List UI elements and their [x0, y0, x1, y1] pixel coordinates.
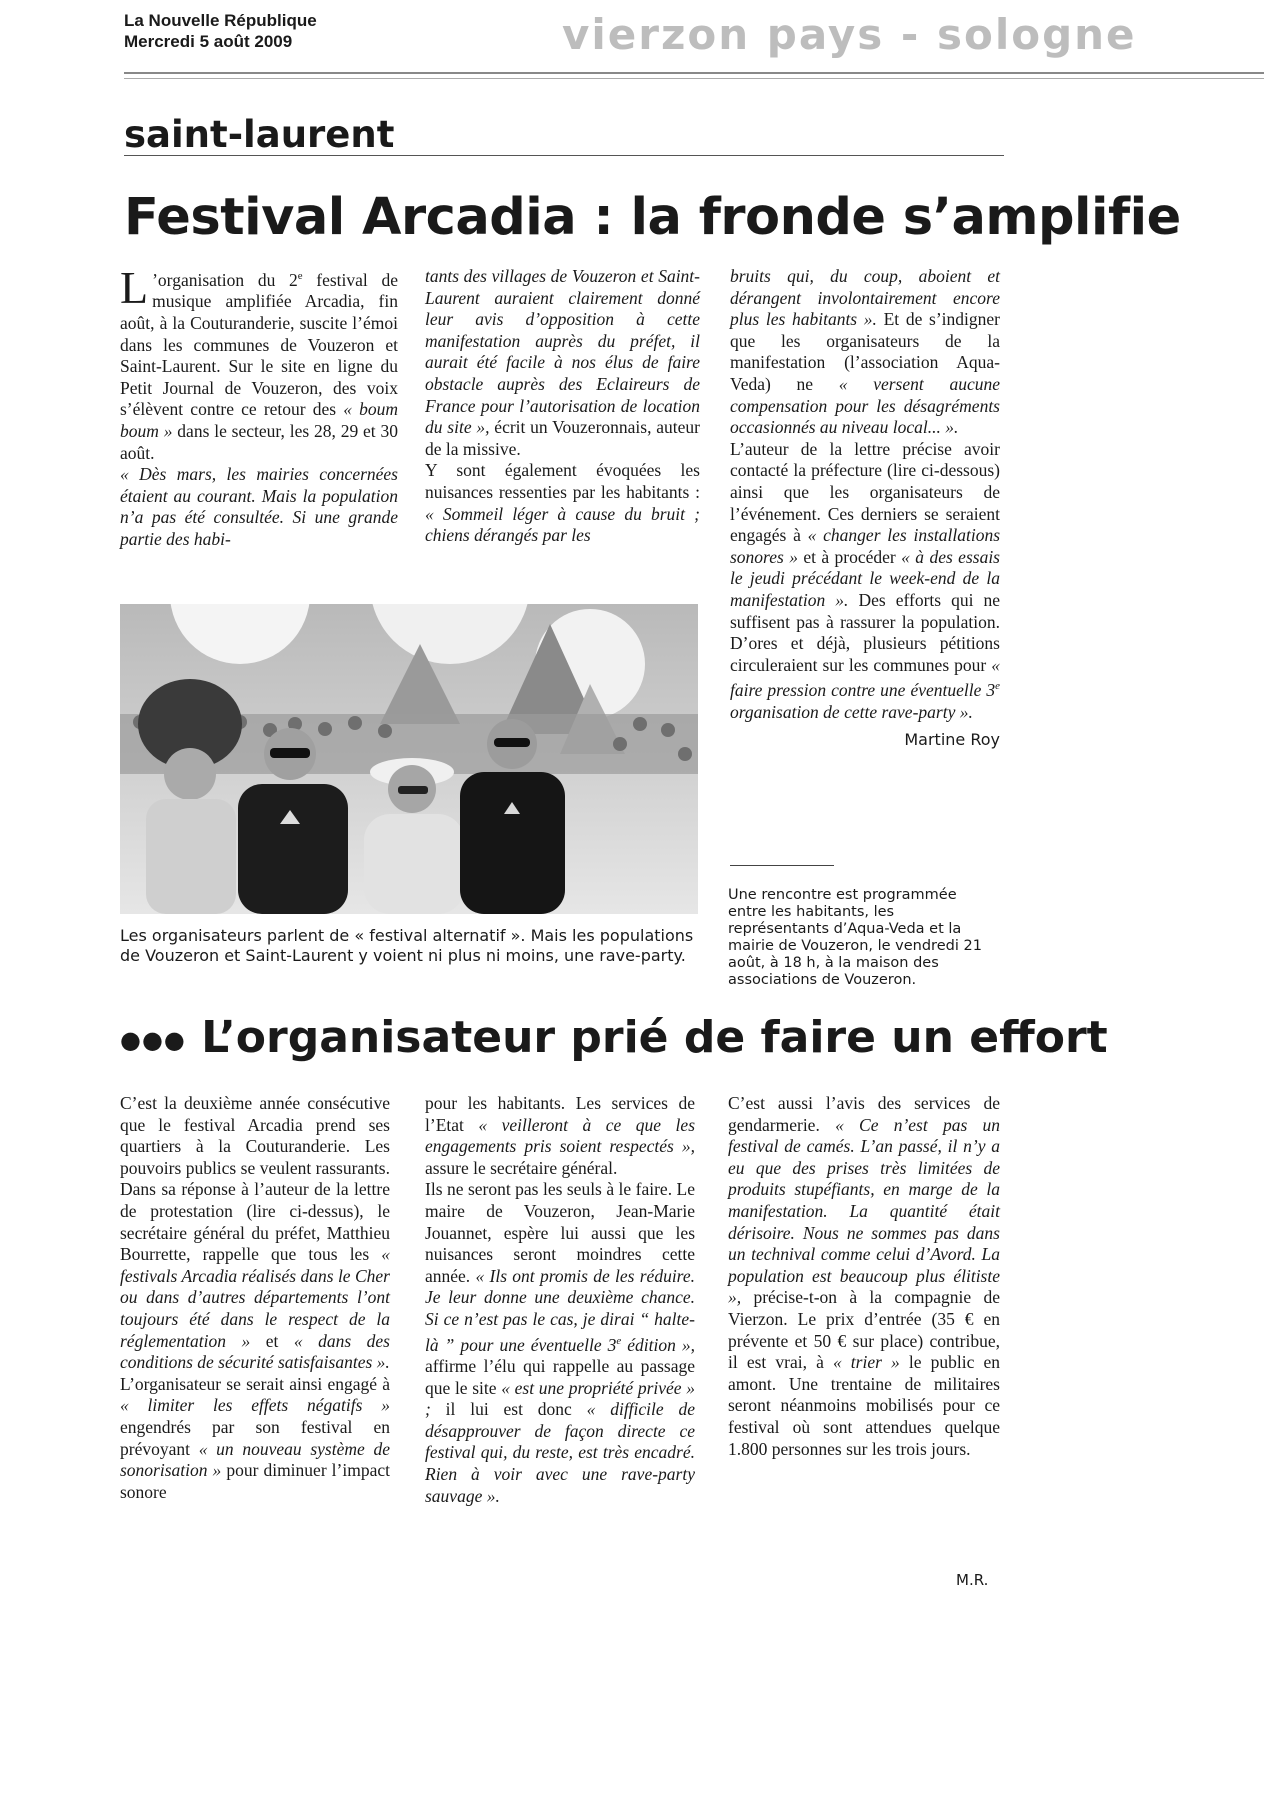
quote-text: e: [995, 680, 1000, 693]
paragraph: [120, 1093, 390, 1374]
quote-text: « difficile de désapprouver de façon directe ce festival qui, du reste, est très encadré. Rien à voir avec une rave-party sauvage ».: [425, 1399, 696, 1506]
body-text: C’est la deuxième année consécutive que le festival Arcadia prend ses quartiers à la Couturanderie. Les pouvoirs publics se veulent rassurants. Dans sa réponse à l’auteur de la lettre de protestation (lire ci-dessus), le secrétaire général du préfet, Matthieu Bourrette, rappelle que tous les: [120, 1093, 390, 1265]
drop-cap: L: [120, 262, 149, 313]
body-text: et: [250, 1330, 294, 1351]
body-text: Des efforts qui ne suffisent pas à rassurer la population. D’ores et déjà, plusieurs pétitions circuleraient sur les communes pour: [730, 589, 1001, 675]
quote-text: « Sommeil léger à cause du bruit ; chiens dérangés par les: [425, 503, 700, 546]
paragraph: [120, 1374, 390, 1504]
secondary-headline: [120, 1012, 1108, 1063]
quote-text: bruits qui, du coup, aboient et dérangent involontairement encore plus les habitants ».: [730, 266, 1000, 330]
quote-text: tants des villages de Vouzeron et Saint-Laurent auraient clairement donné leur avis d’opposition à cette manifestation auprès du préfet, il aurait été facile à nos élus de faire obstacle auprès des Eclaireurs de France pour l’autorisation de location du site »,: [425, 266, 700, 438]
quote-text: « un nouveau système de sonorisation »: [120, 1438, 390, 1481]
paragraph: [425, 1179, 695, 1507]
paragraph: [425, 1093, 695, 1179]
quote-text: organisation de cette rave-party ».: [730, 701, 973, 722]
issue-date: Mercredi 5 août 2009: [124, 32, 293, 51]
section-kicker: saint-laurent: [124, 113, 395, 156]
paper-name: La Nouvelle République: [124, 11, 317, 30]
photo-caption: Les organisateurs parlent de « festival alternatif ». Mais les populations de Vouzeron et Saint-Laurent y voient ni plus ni moins, une rave-party.: [120, 926, 694, 965]
quote-text: édition »,: [621, 1334, 695, 1355]
article2-column-1: [120, 1093, 390, 1503]
festival-photo: [120, 604, 698, 914]
body-text: Y sont également évoquées les nuisances ressenties par les habitants :: [425, 460, 700, 502]
body-text: L’organisateur se serait ainsi engagé à: [120, 1373, 390, 1394]
secondary-headline-text: L’organisateur prié de faire un effort: [201, 1012, 1108, 1063]
quote-text: « changer les installations sonores »: [730, 525, 1001, 567]
body-text: ’organisation du 2: [152, 269, 298, 290]
body-text: C’est aussi l’avis des services de gendarmerie.: [728, 1093, 1000, 1135]
body-text: engendrés par son festival en prévoyant: [120, 1416, 390, 1459]
info-sidebox: Une rencontre est programmée entre les habitants, les représentants d’Aqua-Veda et la mairie de Vouzeron, le vendredi 21 août, à 18 h, à la maison des associations de Vouzeron.: [728, 887, 982, 988]
kicker-rule: [124, 155, 1004, 156]
bullet-dots-icon: ●●●: [120, 1026, 186, 1054]
sidebox-rule: [730, 865, 834, 866]
quote-text: « boum boum »: [120, 399, 398, 441]
quote-text: « est une propriété privée » ;: [425, 1377, 695, 1420]
article1-column-1: [120, 262, 398, 551]
paragraph: [730, 439, 1000, 724]
body-text: pour diminuer l’impact sonore: [120, 1460, 390, 1502]
body-text: précise-t-on à la compagnie de Vierzon. Le prix d’entrée (35 € en prévente et 50 € sur place) contribue, il est vrai, à: [728, 1287, 1000, 1373]
photo-illustration: [120, 604, 698, 914]
quote-text: e: [616, 1334, 622, 1347]
signoff: M.R.: [956, 1571, 989, 1589]
quote-text: « festivals Arcadia réalisés dans le Cher ou dans d’autres départements l’ont toujours été dans le respect de la réglementation »: [120, 1244, 390, 1351]
body-text: e: [297, 270, 303, 282]
article1-column-2: [425, 266, 700, 547]
body-text: Et de s’indigner que les organisateurs de la manifestation (l’association Aqua-Veda) ne: [730, 309, 1001, 394]
quote-text: « limiter les effets négatifs »: [120, 1395, 390, 1416]
byline: Martine Roy: [904, 730, 1000, 750]
body-text: il lui est donc: [430, 1399, 587, 1420]
paragraph: [730, 266, 1000, 439]
body-text: et à procéder: [797, 546, 902, 567]
paragraph: [425, 460, 700, 546]
article1-column-3: [730, 266, 1000, 751]
quote-text: « versent aucune compensation pour les désagréments occasionnés au niveau local... ».: [730, 373, 1000, 438]
quote-text: « à des essais le jeudi précédant le week-end de la manifestation ».: [730, 546, 1000, 610]
quote-text: « Ce n’est pas un festival de camés. L’an passé, il n’y a eu que des prises très limitées de produits stupéfiants, en marge de la manifestation. La quantité était dérisoire. Nous ne sommes pas dans un technival comme celui d’Avord. La population est beaucoup plus élitiste »,: [728, 1114, 1000, 1308]
section-banner: vierzon pays - sologne: [562, 10, 1137, 59]
article2-column-2: [425, 1093, 695, 1507]
quote-text: « veilleront à ce que les engagements pris soient respectés »,: [425, 1114, 696, 1157]
paragraph: [728, 1093, 1000, 1460]
paragraph: [120, 262, 398, 463]
body-text: L’auteur de la lettre précise avoir contacté la préfecture (lire ci-dessous) ainsi que les organisateurs de l’événement. Ces derniers se seraient engagés à: [730, 438, 1000, 546]
paragraph: [425, 266, 700, 460]
body-text: affirme l’élu qui rappelle au passage que le site: [425, 1355, 695, 1398]
quote-text: « Ils ont promis de les réduire. Je leur donne une deuxième chance. Si ce n’est pas le cas, je dirai “ halte-là ” pour une éventuelle 3: [425, 1265, 695, 1355]
body-text: le public en amont. Une trentaine de militaires seront néanmoins mobilisés pour ce festival où sont attendues quelque 1.800 personnes sur les trois jours.: [728, 1352, 1000, 1459]
quote-text: « dans des conditions de sécurité satisfaisantes ».: [120, 1330, 390, 1373]
masthead-paper: [124, 10, 317, 52]
masthead-rule-thin: [124, 78, 1264, 79]
body-text: pour les habitants. Les services de l’Etat: [425, 1093, 695, 1135]
quote-text: « faire pression contre une éventuelle 3: [730, 654, 1000, 701]
quote-paragraph: « Dès mars, les mairies concernées étaient au courant. Mais la population n’a pas été consultée. Si une grande partie des habi-: [120, 464, 398, 549]
body-text: festival de musique amplifiée Arcadia, fin août, à la Couturanderie, suscite l’émoi dans les communes de Vouzeron et Saint-Laurent. Sur le site en ligne du Petit Journal de Vouzeron, des voix s’élèvent contre ce retour des: [120, 269, 398, 420]
body-text: Ils ne seront pas les seuls à le faire. Le maire de Vouzeron, Jean-Marie Jouannet, espère lui aussi que les nuisances seront moindres cette année.: [425, 1179, 695, 1286]
body-text: assure le secrétaire général.: [425, 1157, 618, 1178]
article2-column-3: [728, 1093, 1000, 1460]
quote-text: « trier »: [832, 1352, 900, 1373]
body-text: écrit un Vouzeronnais, auteur de la missive.: [425, 417, 700, 459]
article-headline: Festival Arcadia : la fronde s’amplifie: [124, 188, 1181, 247]
masthead-rule: [124, 72, 1264, 74]
body-text: dans le secteur, les 28, 29 et 30 août.: [120, 420, 398, 463]
